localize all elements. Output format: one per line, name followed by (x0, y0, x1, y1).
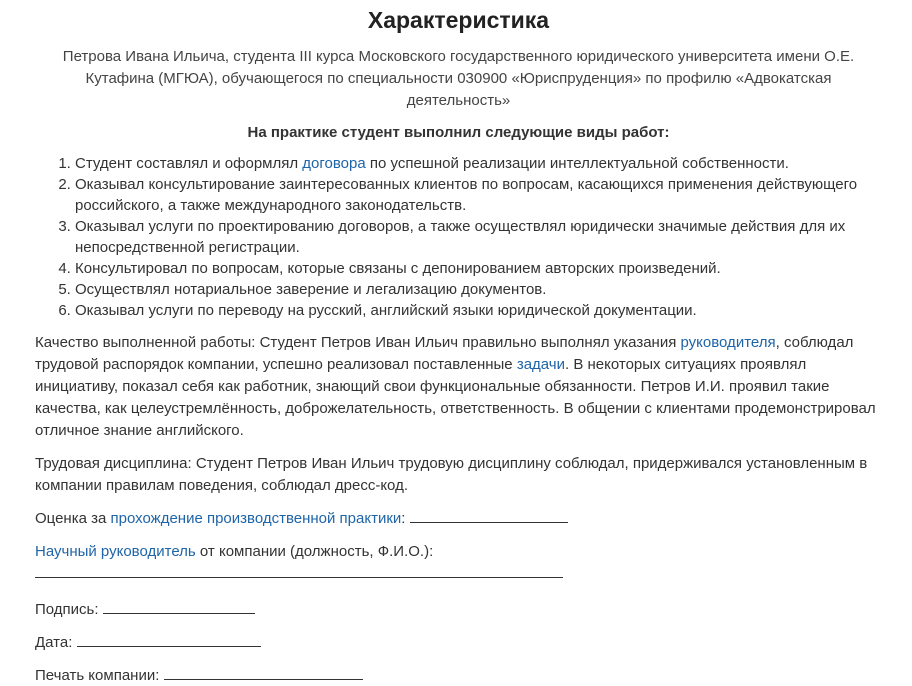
item-text: Студент составлял и оформлял (75, 155, 303, 172)
list-item: 5. Осуществлял нотариальное заверение и легализацию документов. (75, 279, 882, 300)
list-item: 3. Оказывал услуги по проектированию договоров, а также осуществлял юридически значимые действия для их непосредственной регистрации. (75, 216, 882, 258)
text: Качество выполненной работы: Студент Петров Иван Ильич правильно выполнял указания (35, 334, 681, 351)
student-intro: Петрова Ивана Ильича, студента III курса Московского государственного юридического университета имени О.Е. Кутафина (МГЮА), обучающегося по специальности 030900 «Юриспруденция» по профилю «Адвокатская деятельность» (62, 48, 855, 109)
grade-line (35, 508, 882, 530)
works-list (35, 153, 882, 321)
document (0, 6, 912, 686)
text: : (401, 510, 406, 527)
stamp-line (35, 665, 882, 686)
signature-blank (103, 599, 255, 614)
text: от компании (должность, Ф.И.О.): (195, 543, 434, 560)
supervisor-link[interactable]: руководителя (680, 334, 776, 351)
list-item: 6. Оказывал услуги по переводу на русский, английский языки юридической документации. (75, 300, 882, 321)
signature-label: Подпись: (35, 601, 99, 618)
text: Оценка за (35, 510, 111, 527)
grade-blank (410, 508, 568, 523)
discipline-paragraph: Трудовая дисциплина: Студент Петров Иван Ильич трудовую дисциплину соблюдал, придерживался установленным в компании правилам поведения, соблюдал дресс-код. (35, 455, 868, 494)
supervisor-blank-row (35, 563, 882, 585)
signature-line (35, 599, 882, 620)
quality-paragraph (35, 332, 882, 442)
list-item: 2. Оказывал консультирование заинтересованных клиентов по вопросам, касающихся применения действующего российского, а также международного законодательств. (75, 174, 882, 216)
practice-link[interactable]: прохождение производственной практики (110, 510, 402, 527)
contracts-link[interactable]: договора (302, 155, 366, 172)
date-line (35, 632, 882, 653)
item-text: по успешной реализации интеллектуальной собственности. (365, 155, 789, 172)
works-heading: На практике студент выполнил следующие виды работ: (247, 124, 670, 141)
stamp-label: Печать компании: (35, 667, 160, 684)
page-title: Характеристика (367, 7, 550, 33)
tasks-link[interactable]: задачи (516, 356, 565, 373)
supervisor-line (35, 541, 882, 563)
text: . В некоторых ситуациях проявлял инициативу, показал себя как работник, знающий свои функциональные обязанности. Петров И.И. проявил такие качества, как целеустремлённость, доброжелательность, ответственность. В общении с клиентами продемонстрировал отличное знание английского. (35, 356, 876, 439)
scientific-supervisor-link[interactable]: Научный руководитель (35, 543, 196, 560)
list-item (75, 153, 882, 174)
date-label: Дата: (35, 634, 73, 651)
date-blank (77, 632, 261, 647)
text: , соблюдал трудовой распорядок компании, успешно реализовал поставленные (35, 334, 854, 373)
supervisor-blank (35, 563, 563, 578)
stamp-blank (164, 665, 363, 680)
list-item: 4. Консультировал по вопросам, которые связаны с депонированием авторских произведений. (75, 258, 882, 279)
